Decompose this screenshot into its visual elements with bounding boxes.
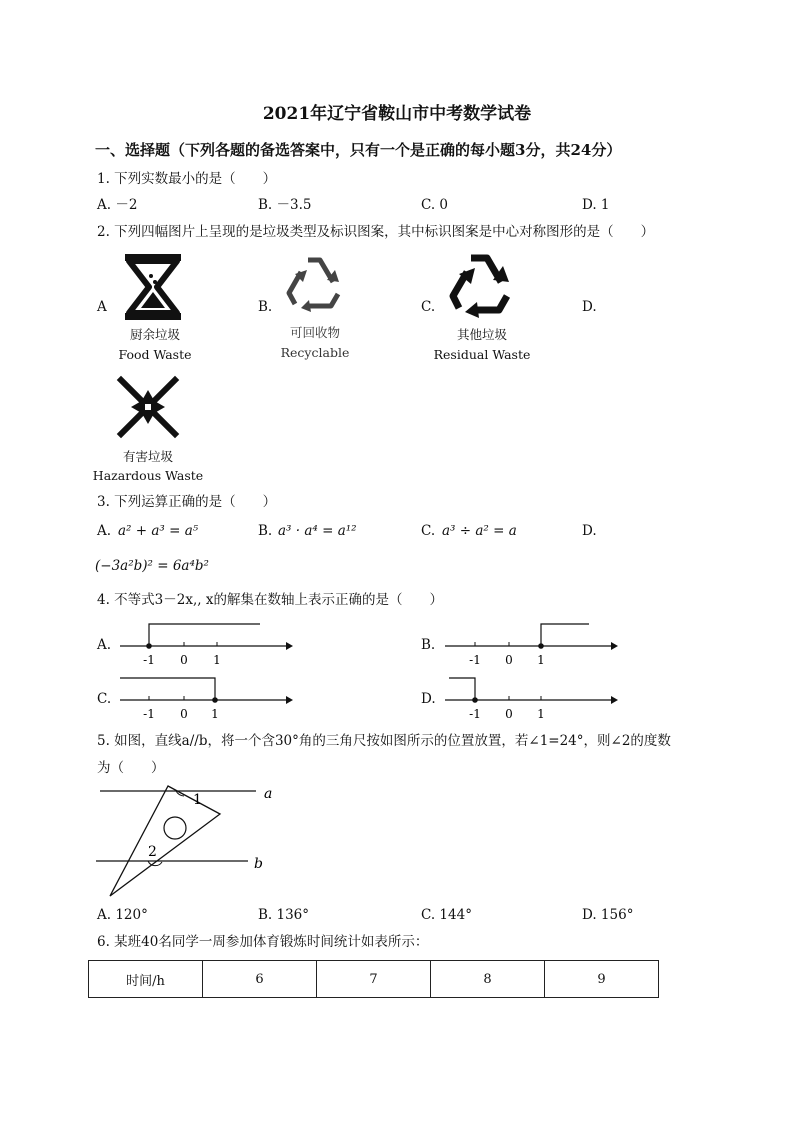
tick-label: 1 bbox=[537, 653, 545, 667]
q3-option-b[interactable]: B. bbox=[258, 523, 273, 539]
table-cell: 8 bbox=[431, 961, 545, 998]
q3-option-c[interactable]: C. bbox=[421, 523, 436, 539]
q1-option-c[interactable]: C. 0 bbox=[421, 197, 449, 213]
tick-label: 0 bbox=[505, 653, 513, 667]
q3-stem: 3. 下列运算正确的是（ ） bbox=[97, 494, 277, 510]
hazardous-waste-en: Hazardous Waste bbox=[92, 468, 204, 483]
tick-label: -1 bbox=[469, 653, 481, 667]
table-cell: 9 bbox=[545, 961, 659, 998]
line-b-label: b bbox=[254, 856, 263, 872]
page-title: 2021年辽宁省鞍山市中考数学试卷 bbox=[262, 104, 532, 124]
angle-1-label: 1 bbox=[193, 792, 202, 808]
q4-option-a[interactable]: A. bbox=[97, 637, 112, 653]
q5-option-c[interactable]: C. 144° bbox=[421, 907, 472, 923]
q1-option-a[interactable]: A. －2 bbox=[97, 197, 138, 213]
q3-expr-d: (−3a²b)² = 6a⁴b² bbox=[95, 558, 209, 574]
tick-label: 1 bbox=[537, 707, 545, 721]
table-row bbox=[89, 961, 659, 998]
q3-expr-c: a³ ÷ a² = a bbox=[442, 523, 517, 539]
q1-stem: 1. 下列实数最小的是（ ） bbox=[97, 171, 277, 187]
recycle-icon bbox=[281, 252, 349, 316]
q5-option-b[interactable]: B. 136° bbox=[258, 907, 310, 923]
q2-option-b[interactable]: B. bbox=[258, 299, 273, 315]
tick-label: 0 bbox=[180, 707, 188, 721]
q1-option-d[interactable]: D. 1 bbox=[582, 197, 610, 213]
q5-option-d[interactable]: D. 156° bbox=[582, 907, 634, 923]
number-line-b bbox=[443, 620, 619, 668]
tick-label: 1 bbox=[211, 707, 219, 721]
q1-option-b[interactable]: B. －3.5 bbox=[258, 197, 312, 213]
hazardous-waste-icon bbox=[115, 374, 181, 440]
food-waste-zh: 厨余垃圾 bbox=[129, 327, 180, 342]
q6-stem: 6. 某班40名同学一周参加体育锻炼时间统计如表所示： bbox=[97, 934, 429, 950]
q4-option-b[interactable]: B. bbox=[421, 637, 436, 653]
tick-label: -1 bbox=[143, 707, 155, 721]
q2-option-a[interactable]: A bbox=[97, 299, 107, 315]
residual-waste-zh: 其他垃圾 bbox=[456, 327, 507, 342]
tick-label: -1 bbox=[143, 653, 155, 667]
residual-waste-en: Residual Waste bbox=[433, 347, 531, 362]
q4-option-d[interactable]: D. bbox=[421, 691, 436, 707]
residual-waste-icon bbox=[447, 250, 515, 320]
q2-option-d[interactable]: D. bbox=[582, 299, 597, 315]
table-cell: 6 bbox=[203, 961, 317, 998]
exercise-time-table bbox=[88, 960, 659, 998]
q3-expr-a: a² + a³ = a⁵ bbox=[118, 523, 199, 539]
q5-stem-line2: 为（ ） bbox=[97, 760, 165, 776]
number-line-d bbox=[443, 674, 619, 722]
section-heading: 一、选择题（下列各题的备选答案中，只有一个是正确的每小题3分，共24分） bbox=[95, 141, 622, 159]
q4-option-c[interactable]: C. bbox=[97, 691, 112, 707]
number-line-c bbox=[118, 674, 294, 722]
recyclable-zh: 可回收物 bbox=[289, 325, 340, 340]
q4-stem: 4. 不等式3－2x,, x的解集在数轴上表示正确的是（ ） bbox=[97, 592, 443, 608]
q5-option-a[interactable]: A. 120° bbox=[97, 907, 148, 923]
table-cell: 7 bbox=[317, 961, 431, 998]
recyclable-en: Recyclable bbox=[280, 345, 350, 360]
angle-2-label: 2 bbox=[148, 844, 157, 860]
table-cell: 时间/h bbox=[89, 961, 203, 998]
tick-label: 0 bbox=[180, 653, 188, 667]
triangle-figure bbox=[92, 782, 282, 902]
line-a-label: a bbox=[264, 786, 273, 802]
tick-label: 1 bbox=[213, 653, 221, 667]
hazardous-waste-zh: 有害垃圾 bbox=[122, 449, 173, 464]
number-line-a bbox=[118, 620, 294, 668]
q3-option-a[interactable]: A. bbox=[97, 523, 112, 539]
q3-option-d[interactable]: D. bbox=[582, 523, 597, 539]
food-waste-icon bbox=[121, 252, 185, 322]
food-waste-en: Food Waste bbox=[118, 347, 192, 362]
tick-label: 0 bbox=[505, 707, 513, 721]
q3-expr-b: a³ · a⁴ = a¹² bbox=[278, 523, 357, 539]
q2-stem: 2. 下列四幅图片上呈现的是垃圾类型及标识图案，其中标识图案是中心对称图形的是（ ） bbox=[97, 224, 655, 240]
tick-label: -1 bbox=[469, 707, 481, 721]
q5-stem-line1: 5. 如图，直线a//b，将一个含30°角的三角尺按如图所示的位置放置，若∠1=24°，则∠2的度数 bbox=[97, 733, 671, 749]
q2-option-c[interactable]: C. bbox=[421, 299, 436, 315]
